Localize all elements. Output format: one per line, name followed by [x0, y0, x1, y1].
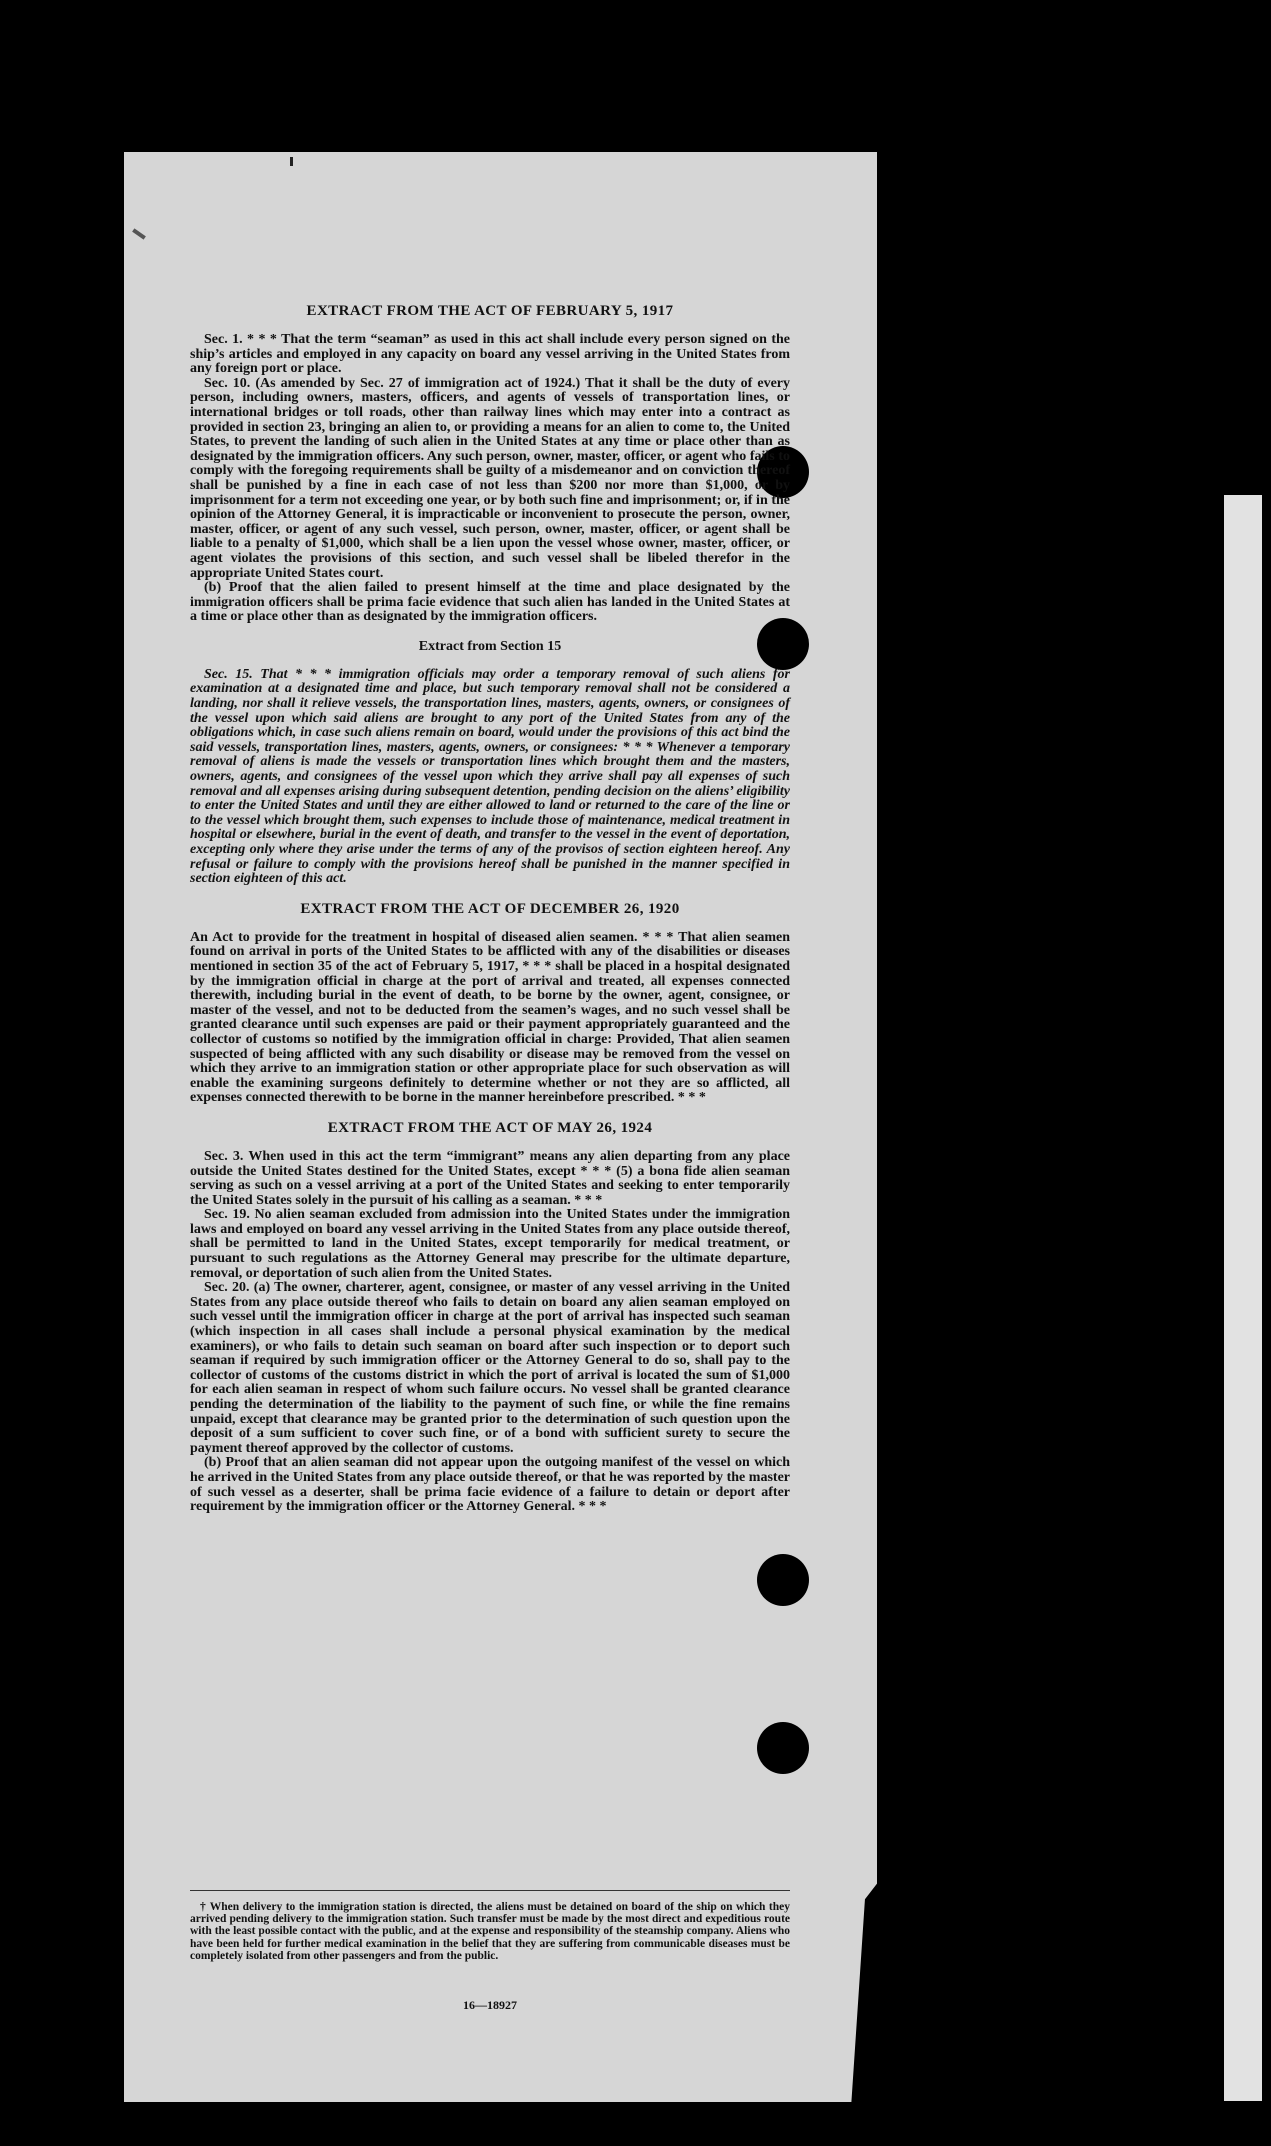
paragraph-sec-15: Sec. 15. That * * * immigration officials may order a temporary removal of such aliens for examination at a designated time and place, but such temporary removal shall not be considered a landing, nor shall it relieve vessels, the transportation lines, masters, agents, owners, or consignees of the vessel upon which said aliens are brought to any port of the United States from any of the obligations which, in case such aliens remain on board, would under the provisions of this act bind the said vessels, transportation lines, masters, agents, owners, or consignees: * * * Whenever a temporary removal of aliens is made the vessels or transportation lines which brought them and the masters, owners, agents, and consignees of the vessel upon which they arrive shall pay all expenses of such removal and all expenses arising during subsequent detention, pending decision on the aliens’ eligibility to enter the United States and until they are either allowed to land or returned to the care of the line or to the vessel which brought them, such expenses to include those of maintenance, medical treatment in hospital or elsewhere, burial in the event of death, and transfer to the vessel in the event of deportation, excepting only where they arise under the terms of any of the provisos of section eighteen hereof. Any refusal or failure to comply with the provisions hereof shall be punished in the manner specified in section eighteen of this act.: [190, 666, 790, 887]
section-heading: EXTRACT FROM THE ACT OF DECEMBER 26, 1920: [300, 900, 680, 917]
section-act-may-1924: [190, 1120, 790, 1515]
punch-hole: [757, 1722, 809, 1774]
paragraph-sec-20-a: Sec. 20. (a) The owner, charterer, agent, consignee, or master of any vessel arriving in the United States from any place outside thereof who fails to detain on board any alien seaman employed on such vessel until the immigration officer in charge at the port of arrival has inspected such seaman (which inspection in all cases shall include a personal physical examination by the medical examiners), or who fails to detain such seaman on board after such inspection or to deport such seaman if required by such immigration officer or the Attorney General to do so, shall pay to the collector of customs of the customs district in which the port of arrival is located the sum of $1,000 for each alien seaman in respect of whom such failure occurs. No vessel shall be granted clearance pending the determination of the liability to the payment of such fine, or while the fine remains unpaid, except that clearance may be granted prior to the determination of such question upon the deposit of a sum sufficient to cover such fine, or of a bond with sufficient surety to secure the payment thereof approved by the collector of customs.: [190, 1280, 790, 1456]
paragraph-hospital-treatment: An Act to provide for the treatment in hospital of diseased alien seamen. * * * That alien seamen found on arrival in ports of the United States to be afflicted with any of the disabilities or diseases mentioned in section 35 of the act of February 5, 1917, * * * shall be placed in a hospital designated by the immigration official in charge at the port of arrival and treated, all expenses connected therewith, including burial in the event of death, to be borne by the owner, agent, consignee, or master of the vessel, and not to be deducted from the seamen’s wages, and no such vessel shall be granted clearance until such expenses are paid or their payment appropriately guaranteed and the collector of customs so notified by the immigration official in charge: Provided, That alien seamen suspected of being afflicted with any such disability or disease may be removed from the vessel on which they arrive to an immigration station or other appropriate place for such observation as will enable the examining surgeons definitely to determine whether or not they are so afflicted, all expenses connected therewith to be borne in the manner hereinbefore prescribed. * * *: [190, 929, 790, 1106]
section-heading: EXTRACT FROM THE ACT OF MAY 26, 1924: [327, 1119, 653, 1136]
paragraph-sec-10-b: (b) Proof that the alien failed to present himself at the time and place designated by the immigration officers shall be prima facie evidence that such alien has landed in the United States at a time or place other than as designated by the immigration officers.: [190, 580, 790, 625]
footnote: † When delivery to the immigration station is directed, the aliens must be detained on board of the ship on which they arrived pending delivery to the immigration station. Such transfer must be made by the most direct and expeditious route with the least possible contact with the public, and at the expense and responsibility of the steamship company. Aliens who have been held for further medical examination in the belief that they are suffering from communicable diseases must be completely isolated from other passengers and from the public.: [190, 1901, 790, 1962]
adjacent-page-strip: [1224, 495, 1262, 2101]
section-act-feb-1917: [190, 303, 790, 625]
paragraph-sec-3: Sec. 3. When used in this act the term “immigrant” means any alien departing from any place outside the United States destined for the United States, except * * * (5) a bona fide alien seaman serving as such on a vessel arriving at a port of the United States and seeking to enter temporarily the United States solely in the pursuit of his calling as a seaman. * * *: [190, 1148, 790, 1208]
staple-mark: [290, 157, 293, 166]
paragraph-sec-19: Sec. 19. No alien seaman excluded from admission into the United States under the immigration laws and employed on board any vessel arriving in the United States from any place outside thereof, shall be permitted to land in the United States, except temporarily for medical treatment, or pursuant to such regulations as the Attorney General may prescribe for the ultimate departure, removal, or deportation of such alien from the United States.: [190, 1207, 790, 1281]
section-act-dec-1920: [190, 901, 790, 1106]
punch-hole: [757, 1554, 809, 1606]
paragraph-sec-10: Sec. 10. (As amended by Sec. 27 of immigration act of 1924.) That it shall be the duty of every person, including owners, masters, officers, and agents of vessels of transportation lines, or international bridges or toll roads, other than railway lines which may enter into a contract as provided in section 23, bringing an alien to, or providing a means for an alien to come to, the United States, to prevent the landing of such alien in the United States at any time or place other than as designated by the immigration officers. Any such person, owner, master, officer, or agent who fails to comply with the foregoing requirements shall be guilty of a misdemeanor and on conviction thereof shall be punished by a fine in each case of not less than $200 nor more than $1,000, or by imprisonment for a term not exceeding one year, or by both such fine and imprisonment; or, if in the opinion of the Attorney General, it is impracticable or inconvenient to prosecute the person, owner, master, officer, or agent of any such vessel, such person, owner, master, officer, or agent shall be liable to a penalty of $1,000, which shall be a lien upon the vessel whose owner, master, officer, or agent violates the provisions of this section, and such vessel shall be libeled therefor in the appropriate United States court.: [190, 375, 790, 581]
section-extract-sec-15: [190, 639, 790, 887]
paragraph-sec-20-b: (b) Proof that an alien seaman did not appear upon the outgoing manifest of the vessel on which he arrived in the United States from any place outside thereof, or that he was reported by the master of such vessel as a deserter, shall be prima facie evidence of a failure to detain or deport after requirement by the immigration officer or the Attorney General. * * *: [190, 1455, 790, 1515]
footnote-divider: [190, 1890, 790, 1891]
paragraph-sec-1: Sec. 1. * * * That the term “seaman” as used in this act shall include every person signed on the ship’s articles and employed in any capacity on board any vessel arriving in the United States from any foreign port or place.: [190, 332, 790, 377]
document-body: [190, 303, 790, 1515]
section-heading: Extract from Section 15: [418, 638, 562, 654]
form-number: 16—18927: [463, 1998, 517, 2012]
section-heading: EXTRACT FROM THE ACT OF FEBRUARY 5, 1917: [306, 303, 674, 319]
